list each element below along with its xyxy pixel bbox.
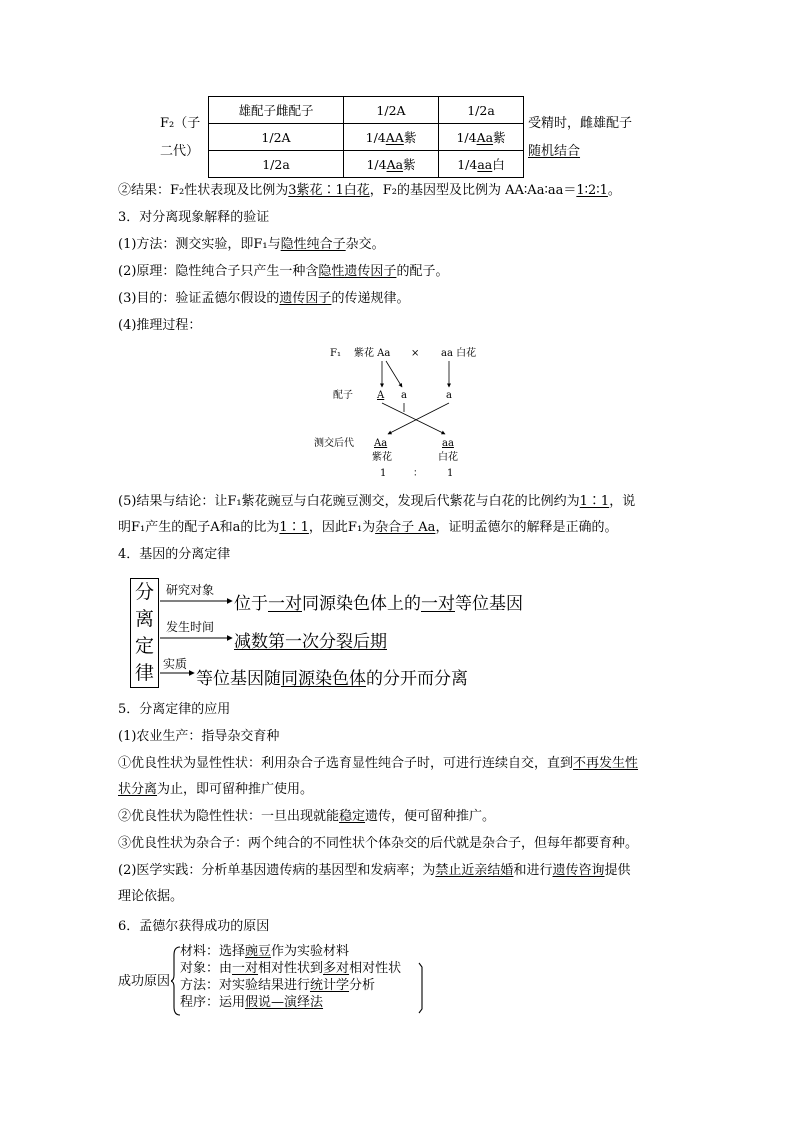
punnett-header: 1/2A xyxy=(344,97,439,124)
cell-fraction: 1/4 xyxy=(365,130,386,145)
text: ，因此F₁为 xyxy=(308,520,376,535)
text: 作为实验材料 xyxy=(271,944,350,959)
punnett-header: 1/2a xyxy=(439,97,524,124)
success-reasons-label: 成功原因 xyxy=(118,974,171,989)
answer: 统计学 xyxy=(310,978,350,993)
offspring-white: 白花 xyxy=(438,452,458,463)
heterozygous-trait-line: ③优良性状为杂合子：两个纯合的不同性状个体杂交的后代就是杂合子，但每年都要育种。 xyxy=(118,836,639,851)
punnett-row xyxy=(209,124,524,151)
law-char: 定 xyxy=(134,635,154,657)
law-char: 分 xyxy=(134,581,154,603)
text: 同源染色体 xyxy=(302,594,387,614)
answer: 一对 xyxy=(421,594,455,614)
text: (1)方法：测交实验，即F₁与 xyxy=(118,237,281,252)
cell-phenotype: 紫 xyxy=(403,130,417,145)
success-item-object xyxy=(180,961,401,977)
answer: 禁止近亲结婚 xyxy=(435,863,514,878)
section-title: 4．基因的分离定律 xyxy=(118,547,231,562)
answer: 遗传咨询 xyxy=(552,863,605,878)
ratio-colon: ： xyxy=(413,468,423,479)
answer: 多对 xyxy=(323,961,350,976)
occurrence-time-content: 减数第一次分裂后期 xyxy=(234,632,387,652)
f2-label-cont: 二代） xyxy=(160,144,200,159)
medical-line-2: 理论依据。 xyxy=(118,889,184,904)
text: ②结果：F₂性状表现及比例为 xyxy=(118,183,289,198)
text: ，证明孟德尔的解释是正确的。 xyxy=(435,520,618,535)
section-title: 3．对分离现象解释的验证 xyxy=(118,210,270,225)
essence-content xyxy=(196,664,468,689)
text: 相对性状 xyxy=(349,961,402,976)
text: ①优良性状为显性性状：利用杂合子选育显性纯合子时，可进行连续自交，直到 xyxy=(118,756,574,771)
punnett-row-head: 1/2A xyxy=(209,124,344,151)
text: ，说 xyxy=(609,494,636,509)
gamete-a: a xyxy=(446,390,452,401)
answer: 3紫花∶1白花 xyxy=(288,183,370,198)
text: 的配子。 xyxy=(396,264,449,279)
success-item-material xyxy=(180,944,349,960)
cell-fraction: 1/4 xyxy=(456,130,477,145)
text: 杂交。 xyxy=(345,237,385,252)
text: 材料：选择 xyxy=(180,944,246,959)
answer: 不再发生性 xyxy=(573,756,639,771)
punnett-row-head: 1/2a xyxy=(209,151,344,178)
text: ，F₂的基因型及比例为 AA∶Aa∶aa＝ xyxy=(369,183,577,198)
answer: 一对 xyxy=(268,594,302,614)
random-combination: 随机结合 xyxy=(528,144,581,159)
text: 为止，即可留种推广使用。 xyxy=(157,782,314,797)
cross-symbol: × xyxy=(411,348,420,359)
success-item-procedure xyxy=(180,995,323,1011)
answer: 同源染色体 xyxy=(281,669,366,689)
text: 提供 xyxy=(604,863,631,878)
answer: 一对 xyxy=(232,961,259,976)
text: 遗传，便可留种推广。 xyxy=(365,809,496,824)
research-object-label: 研究对象 xyxy=(166,583,215,597)
gamete-A: A xyxy=(377,390,385,401)
arrow xyxy=(382,403,445,434)
punnett-header-row xyxy=(209,97,524,124)
cell-fraction: 1/4 xyxy=(457,157,478,172)
text: (2)原理：隐性纯合子只产生一种含 xyxy=(118,264,319,279)
parent-purple: 紫花 Aa xyxy=(354,348,391,359)
cell-genotype: aa xyxy=(477,157,493,172)
offspring-label: 测交后代 xyxy=(314,438,354,449)
punnett-corner: 雄配子雌配子 xyxy=(209,97,344,124)
punnett-cell xyxy=(439,124,524,151)
ratio-2: 1 xyxy=(447,468,454,479)
gamete-a: a xyxy=(401,390,407,401)
cell-genotype: Aa xyxy=(476,130,494,145)
text: (2)医学实践：分析单基因遗传病的基因型和发病率；为 xyxy=(118,863,436,878)
answer: 状分离 xyxy=(118,782,158,797)
dominant-trait-line-2 xyxy=(118,777,313,803)
ratio-1: 1 xyxy=(380,468,387,479)
result-line xyxy=(118,178,621,204)
offspring-purple: 紫花 xyxy=(372,452,392,463)
answer: 豌豆 xyxy=(245,944,272,959)
text: ②优良性状为隐性性状：一旦出现就能 xyxy=(118,809,340,824)
occurrence-time-label: 发生时间 xyxy=(166,620,215,634)
research-object-content xyxy=(234,589,523,614)
arrow xyxy=(388,403,449,434)
f1-label: F₁ xyxy=(330,348,341,359)
recessive-trait-line xyxy=(118,804,495,830)
punnett-cell xyxy=(344,151,439,178)
text: 等位基因随 xyxy=(196,669,281,689)
conclusion-line-1 xyxy=(118,489,635,515)
answer: 隐性纯合子 xyxy=(280,237,346,252)
text: 的分开而分离 xyxy=(366,669,468,689)
cell-genotype: Aa xyxy=(386,157,404,172)
cell-phenotype: 紫 xyxy=(403,157,416,172)
text: 位于 xyxy=(234,594,268,614)
text: 上的 xyxy=(387,594,421,614)
punnett-square xyxy=(208,96,524,178)
medical-line xyxy=(118,858,630,884)
parent-white: aa 白花 xyxy=(441,348,477,359)
cell-phenotype: 白 xyxy=(492,157,505,172)
answer: 1∶2∶1 xyxy=(576,183,608,198)
punnett-cell xyxy=(344,124,439,151)
text: 分析 xyxy=(349,978,376,993)
text: 的传递规律。 xyxy=(331,291,410,306)
purpose-line xyxy=(118,286,409,312)
text: 相对性状到 xyxy=(258,961,324,976)
law-char: 律 xyxy=(134,662,154,684)
cell-genotype: AA xyxy=(385,130,404,145)
principle-line xyxy=(118,259,448,285)
text: (3)目的：验证孟德尔假设的 xyxy=(118,291,280,306)
agriculture-line: (1)农业生产：指导杂交育种 xyxy=(118,729,280,744)
essence-label: 实质 xyxy=(163,657,188,671)
text: 程序：运用 xyxy=(180,995,246,1010)
arrow xyxy=(386,361,402,387)
section-title: 6．孟德尔获得成功的原因 xyxy=(118,919,270,934)
separation-law-box xyxy=(130,578,159,688)
answer: 杂合子 Aa xyxy=(375,520,436,535)
punnett-cell xyxy=(439,151,524,178)
offspring-aa: aa xyxy=(442,438,454,449)
testcross-diagram xyxy=(300,340,500,485)
text: 和进行 xyxy=(513,863,553,878)
text: 方法：对实验结果进行 xyxy=(180,978,311,993)
cell-phenotype: 紫 xyxy=(493,130,506,145)
method-line xyxy=(118,232,385,258)
text: 等位基因 xyxy=(455,594,523,614)
text: (5)结果与结论：让F₁紫花豌豆与白花豌豆测交，发现后代紫花与白花的比例约为 xyxy=(118,494,580,509)
law-char: 离 xyxy=(134,608,154,630)
dominant-trait-line xyxy=(118,751,638,777)
right-brace xyxy=(419,963,422,1013)
conclusion-line-2 xyxy=(118,515,617,541)
text: 对象：由 xyxy=(180,961,233,976)
answer: 隐性遗传因子 xyxy=(318,264,397,279)
left-brace xyxy=(171,947,180,1015)
offspring-Aa: Aa xyxy=(374,438,388,449)
success-item-method xyxy=(180,978,375,994)
section-title: 5．分离定律的应用 xyxy=(118,702,231,717)
answer: 1∶1 xyxy=(279,520,309,535)
cell-fraction: 1/4 xyxy=(366,157,387,172)
answer: 假说—演绎法 xyxy=(245,995,324,1010)
text: 明F₁产生的配子A和a的比为 xyxy=(118,520,280,535)
fertilization-note: 受精时，雌雄配子 xyxy=(528,116,633,131)
punnett-row xyxy=(209,151,524,178)
gamete-label: 配子 xyxy=(333,390,353,401)
answer: 1∶1 xyxy=(579,494,610,509)
process-line: (4)推理过程： xyxy=(118,318,202,333)
answer: 稳定 xyxy=(339,809,366,824)
text: 。 xyxy=(607,183,621,198)
f2-label: F₂（子 xyxy=(160,116,201,131)
answer: 遗传因子 xyxy=(279,291,332,306)
